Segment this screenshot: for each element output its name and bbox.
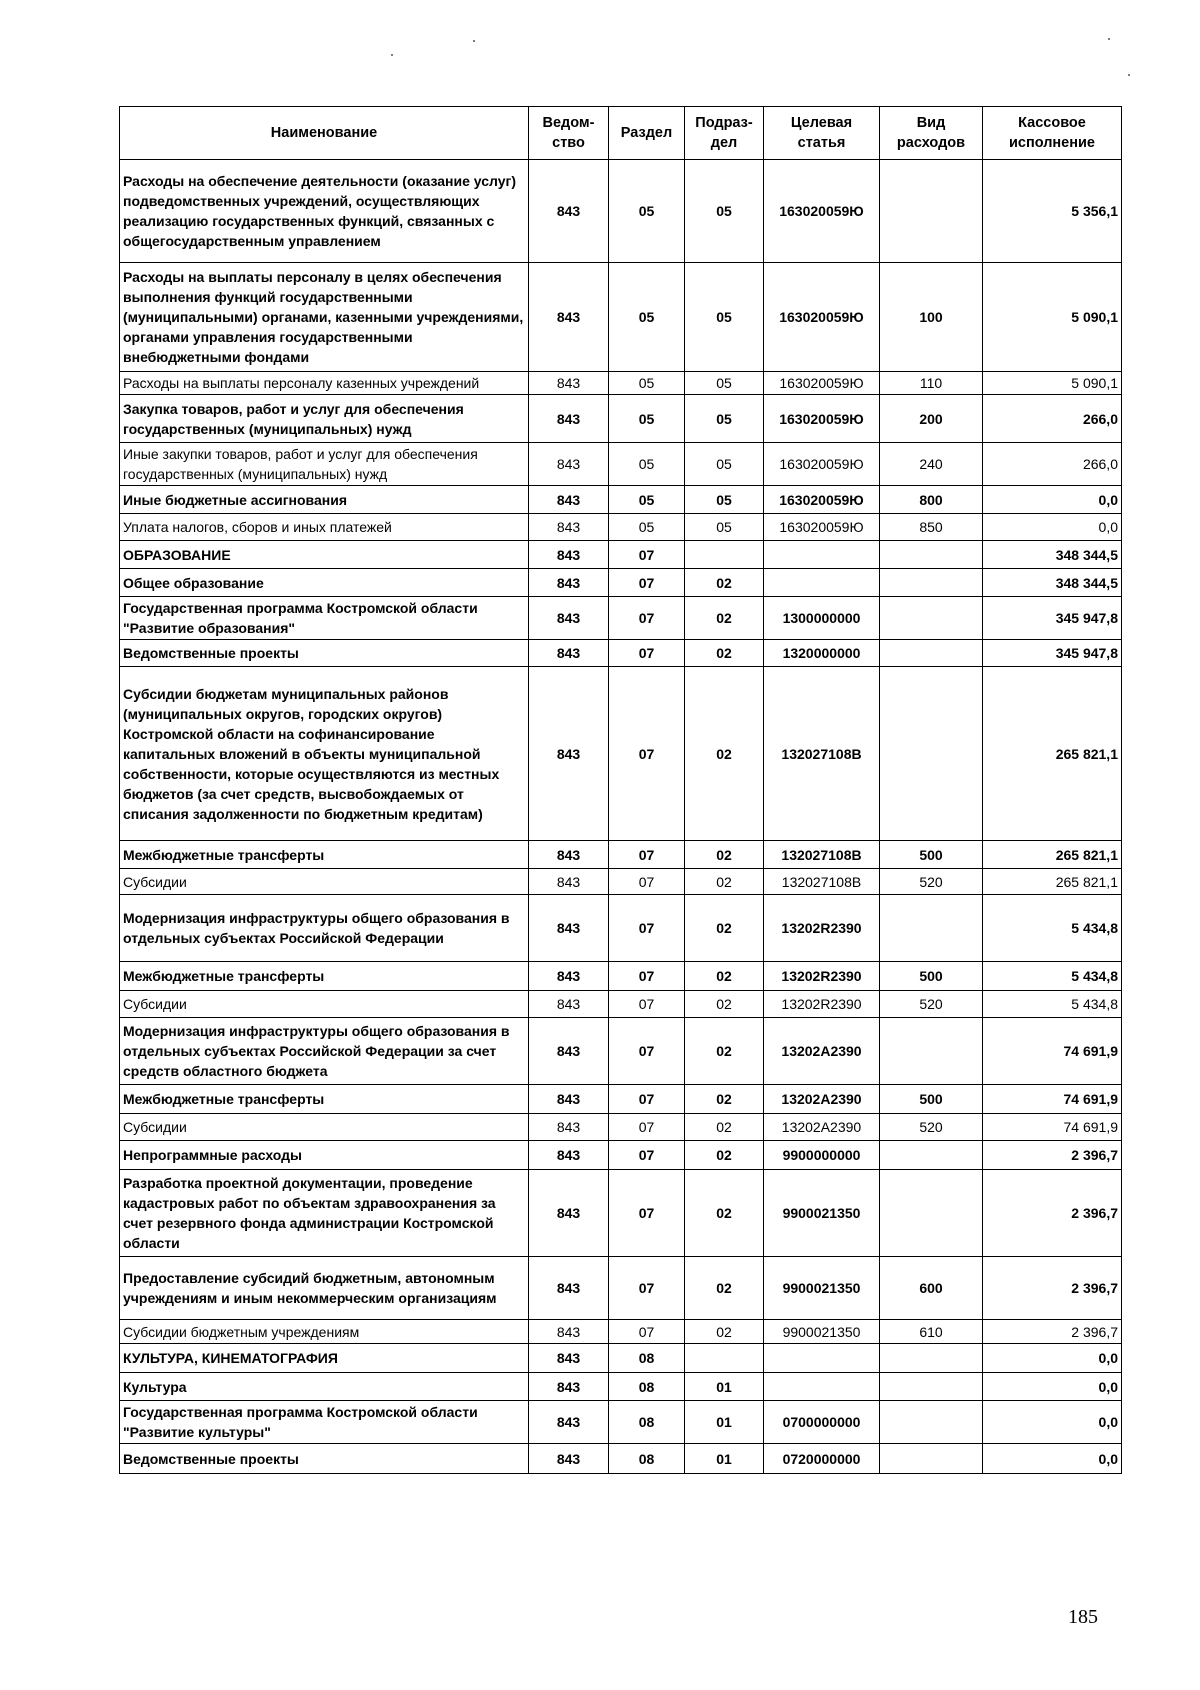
row-kassovoe-ispolnenie: 0,0	[983, 486, 1122, 514]
row-vid-rashodov: 200	[880, 395, 983, 443]
table-body	[120, 160, 1122, 1474]
row-podrazdel: 05	[685, 372, 764, 395]
row-name: Культура	[120, 1373, 529, 1401]
row-razdel: 05	[609, 160, 685, 263]
row-kassovoe-ispolnenie: 5 090,1	[983, 372, 1122, 395]
row-vid-rashodov	[880, 640, 983, 667]
header-vedomstvo: Ведом- ство	[529, 107, 609, 160]
row-razdel: 07	[609, 597, 685, 640]
row-vedomstvo: 843	[529, 372, 609, 395]
row-podrazdel: 02	[685, 1257, 764, 1320]
row-vedomstvo: 843	[529, 1085, 609, 1114]
row-name: Модернизация инфраструктуры общего образования в отдельных субъектах Российской Федерации за счет средств областного бюджета	[120, 1018, 529, 1085]
row-razdel: 07	[609, 841, 685, 869]
row-kassovoe-ispolnenie: 0,0	[983, 514, 1122, 541]
row-celevaya-statya: 163020059Ю	[764, 372, 880, 395]
row-celevaya-statya: 0720000000	[764, 1444, 880, 1474]
row-name: Субсидии бюджетным учреждениям	[120, 1320, 529, 1344]
row-kassovoe-ispolnenie: 5 434,8	[983, 991, 1122, 1018]
table-row	[120, 869, 1122, 895]
row-razdel: 07	[609, 1141, 685, 1170]
row-celevaya-statya: 13202R2390	[764, 895, 880, 962]
row-celevaya-statya: 163020059Ю	[764, 443, 880, 486]
table-row	[120, 1114, 1122, 1141]
row-kassovoe-ispolnenie: 345 947,8	[983, 597, 1122, 640]
row-vid-rashodov	[880, 1401, 983, 1444]
table-row	[120, 1141, 1122, 1170]
row-kassovoe-ispolnenie: 2 396,7	[983, 1257, 1122, 1320]
table-row	[120, 514, 1122, 541]
row-podrazdel: 02	[685, 569, 764, 597]
table-row	[120, 541, 1122, 569]
header-vid-rashodov: Вид расходов	[880, 107, 983, 160]
row-vedomstvo: 843	[529, 1444, 609, 1474]
row-celevaya-statya	[764, 1344, 880, 1373]
table-row	[120, 667, 1122, 841]
row-name: Межбюджетные трансферты	[120, 962, 529, 991]
row-celevaya-statya: 13202А2390	[764, 1085, 880, 1114]
table-row	[120, 1344, 1122, 1373]
table-row	[120, 160, 1122, 263]
row-razdel: 07	[609, 1170, 685, 1257]
row-name: Субсидии	[120, 991, 529, 1018]
scan-speck	[391, 54, 393, 56]
table-row	[120, 640, 1122, 667]
row-celevaya-statya: 163020059Ю	[764, 486, 880, 514]
row-name: Модернизация инфраструктуры общего образования в отдельных субъектах Российской Федерации	[120, 895, 529, 962]
row-razdel: 05	[609, 514, 685, 541]
table-row	[120, 263, 1122, 372]
row-podrazdel: 02	[685, 1018, 764, 1085]
row-razdel: 07	[609, 895, 685, 962]
row-podrazdel: 02	[685, 869, 764, 895]
row-name: Ведомственные проекты	[120, 1444, 529, 1474]
row-vid-rashodov: 520	[880, 1114, 983, 1141]
row-celevaya-statya	[764, 1373, 880, 1401]
row-podrazdel: 02	[685, 962, 764, 991]
row-vid-rashodov: 100	[880, 263, 983, 372]
row-kassovoe-ispolnenie: 348 344,5	[983, 541, 1122, 569]
row-vid-rashodov	[880, 895, 983, 962]
row-razdel: 07	[609, 869, 685, 895]
scan-speck	[473, 40, 475, 42]
row-name: Закупка товаров, работ и услуг для обеспечения государственных (муниципальных) нужд	[120, 395, 529, 443]
row-kassovoe-ispolnenie: 5 090,1	[983, 263, 1122, 372]
row-name: Субсидии бюджетам муниципальных районов (муниципальных округов, городских округов) Костромской области на софинансирование капитальных вложений в объекты муниципальной собственности, которые осуществляются из местных бюджетов (за счет средств, высвобождаемых от списания задолженности по бюджетным кредитам)	[120, 667, 529, 841]
row-kassovoe-ispolnenie: 0,0	[983, 1373, 1122, 1401]
row-kassovoe-ispolnenie: 2 396,7	[983, 1170, 1122, 1257]
row-razdel: 05	[609, 395, 685, 443]
row-vedomstvo: 843	[529, 1373, 609, 1401]
scan-speck	[1108, 38, 1110, 40]
row-vid-rashodov: 600	[880, 1257, 983, 1320]
row-podrazdel: 05	[685, 160, 764, 263]
row-vid-rashodov: 520	[880, 991, 983, 1018]
row-vedomstvo: 843	[529, 1320, 609, 1344]
row-podrazdel: 02	[685, 1170, 764, 1257]
row-celevaya-statya: 9900021350	[764, 1170, 880, 1257]
row-vid-rashodov: 520	[880, 869, 983, 895]
row-razdel: 08	[609, 1344, 685, 1373]
row-kassovoe-ispolnenie: 0,0	[983, 1401, 1122, 1444]
row-razdel: 07	[609, 541, 685, 569]
row-vid-rashodov: 500	[880, 841, 983, 869]
scan-speck	[1128, 74, 1130, 76]
row-celevaya-statya: 132027108В	[764, 841, 880, 869]
table-row	[120, 841, 1122, 869]
row-vid-rashodov	[880, 541, 983, 569]
table-row	[120, 597, 1122, 640]
row-razdel: 07	[609, 1085, 685, 1114]
row-razdel: 08	[609, 1373, 685, 1401]
row-podrazdel: 05	[685, 395, 764, 443]
page-number: 185	[1068, 1606, 1098, 1628]
row-podrazdel: 02	[685, 640, 764, 667]
row-name: Иные закупки товаров, работ и услуг для обеспечения государственных (муниципальных) нужд	[120, 443, 529, 486]
row-name: Государственная программа Костромской области "Развитие культуры"	[120, 1401, 529, 1444]
row-vedomstvo: 843	[529, 443, 609, 486]
row-vid-rashodov: 110	[880, 372, 983, 395]
row-celevaya-statya: 163020059Ю	[764, 263, 880, 372]
row-razdel: 07	[609, 1320, 685, 1344]
row-razdel: 05	[609, 443, 685, 486]
row-celevaya-statya: 13202R2390	[764, 962, 880, 991]
row-podrazdel: 02	[685, 1085, 764, 1114]
row-name: Иные бюджетные ассигнования	[120, 486, 529, 514]
table-row	[120, 1085, 1122, 1114]
row-kassovoe-ispolnenie: 348 344,5	[983, 569, 1122, 597]
row-podrazdel: 02	[685, 1114, 764, 1141]
row-celevaya-statya: 9900021350	[764, 1257, 880, 1320]
row-vid-rashodov: 850	[880, 514, 983, 541]
row-podrazdel: 05	[685, 514, 764, 541]
table-row	[120, 372, 1122, 395]
row-razdel: 07	[609, 667, 685, 841]
header-kassovoe-ispolnenie: Кассовое исполнение	[983, 107, 1122, 160]
row-kassovoe-ispolnenie: 265 821,1	[983, 841, 1122, 869]
row-celevaya-statya: 163020059Ю	[764, 160, 880, 263]
row-podrazdel	[685, 541, 764, 569]
row-vedomstvo: 843	[529, 1257, 609, 1320]
row-vid-rashodov	[880, 569, 983, 597]
row-vedomstvo: 843	[529, 597, 609, 640]
row-celevaya-statya	[764, 569, 880, 597]
table-row	[120, 1373, 1122, 1401]
row-vid-rashodov: 240	[880, 443, 983, 486]
row-podrazdel: 05	[685, 443, 764, 486]
row-celevaya-statya: 9900000000	[764, 1141, 880, 1170]
row-vedomstvo: 843	[529, 1141, 609, 1170]
row-podrazdel: 02	[685, 1320, 764, 1344]
row-vid-rashodov	[880, 1344, 983, 1373]
row-celevaya-statya	[764, 541, 880, 569]
header-name: Наименование	[120, 107, 529, 160]
row-celevaya-statya: 1300000000	[764, 597, 880, 640]
header-razdel: Раздел	[609, 107, 685, 160]
row-vid-rashodov: 800	[880, 486, 983, 514]
row-vedomstvo: 843	[529, 1170, 609, 1257]
row-podrazdel: 05	[685, 486, 764, 514]
row-vid-rashodov	[880, 667, 983, 841]
row-vid-rashodov: 500	[880, 962, 983, 991]
row-celevaya-statya: 0700000000	[764, 1401, 880, 1444]
row-vedomstvo: 843	[529, 869, 609, 895]
row-razdel: 07	[609, 1018, 685, 1085]
row-razdel: 07	[609, 991, 685, 1018]
row-kassovoe-ispolnenie: 74 691,9	[983, 1085, 1122, 1114]
row-kassovoe-ispolnenie: 266,0	[983, 443, 1122, 486]
row-vedomstvo: 843	[529, 395, 609, 443]
row-vedomstvo: 843	[529, 1018, 609, 1085]
row-kassovoe-ispolnenie: 266,0	[983, 395, 1122, 443]
row-name: Ведомственные проекты	[120, 640, 529, 667]
row-celevaya-statya: 9900021350	[764, 1320, 880, 1344]
row-kassovoe-ispolnenie: 265 821,1	[983, 869, 1122, 895]
row-celevaya-statya: 13202А2390	[764, 1114, 880, 1141]
row-vedomstvo: 843	[529, 486, 609, 514]
row-razdel: 08	[609, 1444, 685, 1474]
row-vid-rashodov	[880, 160, 983, 263]
row-vedomstvo: 843	[529, 1114, 609, 1141]
row-podrazdel: 01	[685, 1373, 764, 1401]
row-name: Непрограммные расходы	[120, 1141, 529, 1170]
table-row	[120, 1401, 1122, 1444]
table-row	[120, 569, 1122, 597]
row-celevaya-statya: 163020059Ю	[764, 514, 880, 541]
row-razdel: 07	[609, 640, 685, 667]
budget-execution-table	[119, 106, 1122, 1474]
table-row	[120, 486, 1122, 514]
table-row	[120, 1257, 1122, 1320]
row-name: ОБРАЗОВАНИЕ	[120, 541, 529, 569]
row-kassovoe-ispolnenie: 2 396,7	[983, 1141, 1122, 1170]
table-row	[120, 395, 1122, 443]
row-name: Общее образование	[120, 569, 529, 597]
row-podrazdel: 02	[685, 991, 764, 1018]
row-name: Государственная программа Костромской области "Развитие образования"	[120, 597, 529, 640]
row-razdel: 08	[609, 1401, 685, 1444]
row-podrazdel: 02	[685, 841, 764, 869]
row-razdel: 07	[609, 1114, 685, 1141]
row-kassovoe-ispolnenie: 74 691,9	[983, 1018, 1122, 1085]
row-kassovoe-ispolnenie: 5 356,1	[983, 160, 1122, 263]
row-vedomstvo: 843	[529, 962, 609, 991]
row-vid-rashodov: 500	[880, 1085, 983, 1114]
table-row	[120, 1444, 1122, 1474]
row-razdel: 07	[609, 1257, 685, 1320]
row-vedomstvo: 843	[529, 160, 609, 263]
row-vedomstvo: 843	[529, 1401, 609, 1444]
row-podrazdel	[685, 1344, 764, 1373]
row-name: Субсидии	[120, 1114, 529, 1141]
row-name: Расходы на выплаты персоналу в целях обеспечения выполнения функций государственными (муниципальными) органами, казенными учреждениями, органами управления государственными внебюджетными фондами	[120, 263, 529, 372]
row-name: Субсидии	[120, 869, 529, 895]
row-kassovoe-ispolnenie: 265 821,1	[983, 667, 1122, 841]
row-vedomstvo: 843	[529, 991, 609, 1018]
table-row	[120, 991, 1122, 1018]
row-kassovoe-ispolnenie: 74 691,9	[983, 1114, 1122, 1141]
row-podrazdel: 05	[685, 263, 764, 372]
row-razdel: 05	[609, 263, 685, 372]
row-podrazdel: 01	[685, 1401, 764, 1444]
row-celevaya-statya: 163020059Ю	[764, 395, 880, 443]
table-row	[120, 962, 1122, 991]
table-row	[120, 1170, 1122, 1257]
row-name: Межбюджетные трансферты	[120, 841, 529, 869]
row-celevaya-statya: 132027108В	[764, 667, 880, 841]
row-podrazdel: 02	[685, 597, 764, 640]
row-vid-rashodov	[880, 1444, 983, 1474]
row-vid-rashodov	[880, 1373, 983, 1401]
row-podrazdel: 01	[685, 1444, 764, 1474]
row-vedomstvo: 843	[529, 514, 609, 541]
row-celevaya-statya: 1320000000	[764, 640, 880, 667]
row-kassovoe-ispolnenie: 2 396,7	[983, 1320, 1122, 1344]
row-vid-rashodov	[880, 597, 983, 640]
table-row	[120, 1320, 1122, 1344]
row-podrazdel: 02	[685, 895, 764, 962]
row-vedomstvo: 843	[529, 1344, 609, 1373]
row-podrazdel: 02	[685, 667, 764, 841]
row-vedomstvo: 843	[529, 263, 609, 372]
row-name: КУЛЬТУРА, КИНЕМАТОГРАФИЯ	[120, 1344, 529, 1373]
header-celevaya-statya: Целевая статья	[764, 107, 880, 160]
row-razdel: 07	[609, 962, 685, 991]
row-vedomstvo: 843	[529, 841, 609, 869]
table-row	[120, 443, 1122, 486]
row-vedomstvo: 843	[529, 667, 609, 841]
row-vid-rashodov	[880, 1141, 983, 1170]
row-kassovoe-ispolnenie: 5 434,8	[983, 895, 1122, 962]
table-header-row	[120, 107, 1122, 160]
row-name: Разработка проектной документации, проведение кадастровых работ по объектам здравоохранения за счет резервного фонда администрации Костромской области	[120, 1170, 529, 1257]
table-row	[120, 1018, 1122, 1085]
row-vedomstvo: 843	[529, 640, 609, 667]
row-name: Предоставление субсидий бюджетным, автономным учреждениям и иным некоммерческим организациям	[120, 1257, 529, 1320]
row-vedomstvo: 843	[529, 569, 609, 597]
table-row	[120, 895, 1122, 962]
row-kassovoe-ispolnenie: 345 947,8	[983, 640, 1122, 667]
header-podrazdel: Подраз- дел	[685, 107, 764, 160]
row-name: Уплата налогов, сборов и иных платежей	[120, 514, 529, 541]
row-razdel: 05	[609, 486, 685, 514]
row-vid-rashodov	[880, 1170, 983, 1257]
row-celevaya-statya: 13202А2390	[764, 1018, 880, 1085]
row-name: Межбюджетные трансферты	[120, 1085, 529, 1114]
row-vid-rashodov: 610	[880, 1320, 983, 1344]
row-celevaya-statya: 132027108В	[764, 869, 880, 895]
row-celevaya-statya: 13202R2390	[764, 991, 880, 1018]
row-kassovoe-ispolnenie: 0,0	[983, 1344, 1122, 1373]
row-vid-rashodov	[880, 1018, 983, 1085]
row-kassovoe-ispolnenie: 0,0	[983, 1444, 1122, 1474]
row-razdel: 05	[609, 372, 685, 395]
row-name: Расходы на выплаты персоналу казенных учреждений	[120, 372, 529, 395]
row-razdel: 07	[609, 569, 685, 597]
row-name: Расходы на обеспечение деятельности (оказание услуг) подведомственных учреждений, осуществляющих реализацию государственных функций, связанных с общегосударственным управлением	[120, 160, 529, 263]
row-kassovoe-ispolnenie: 5 434,8	[983, 962, 1122, 991]
row-vedomstvo: 843	[529, 895, 609, 962]
row-podrazdel: 02	[685, 1141, 764, 1170]
row-vedomstvo: 843	[529, 541, 609, 569]
